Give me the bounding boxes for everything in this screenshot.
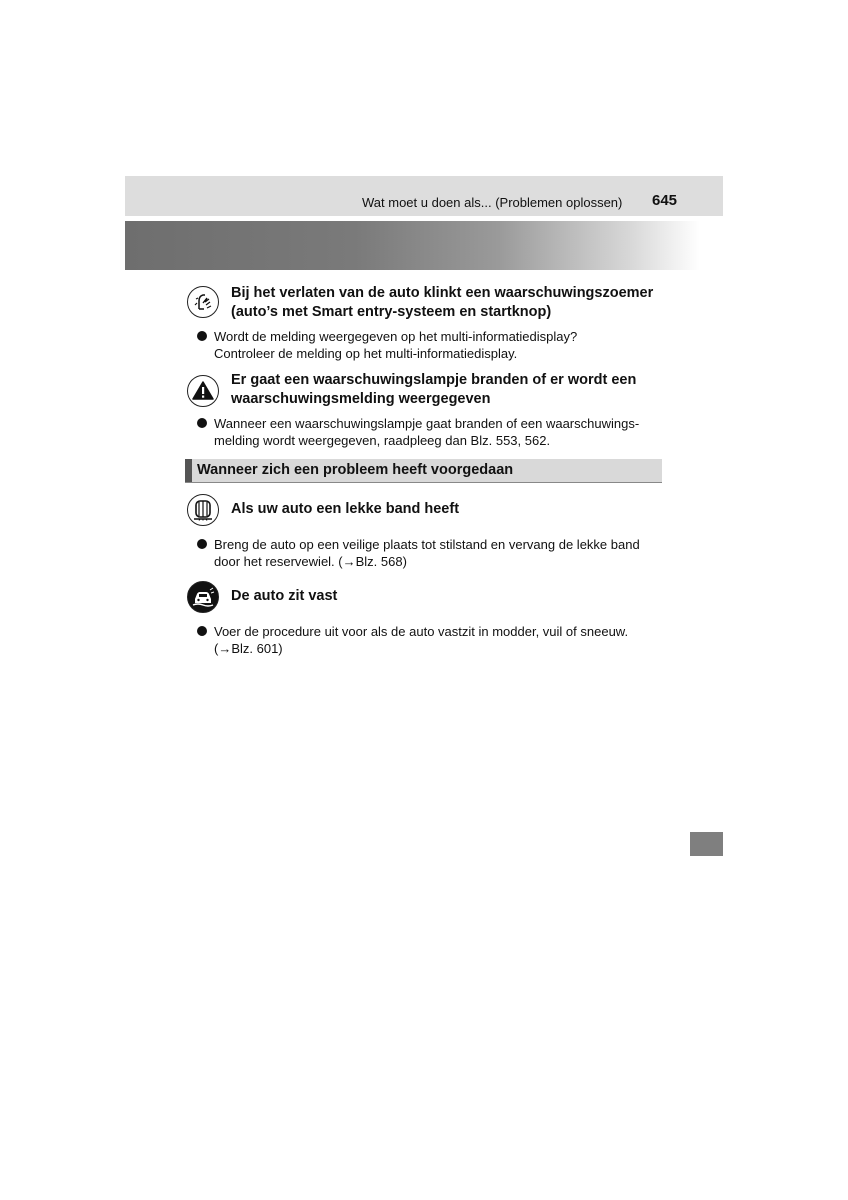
bullet-item: [197, 328, 657, 362]
section-bar: [185, 459, 662, 483]
chapter-gradient-bar: [125, 221, 700, 270]
bullet-line: Voer de procedure uit voor als de auto vastzit in modder, vuil of sneeuw.: [214, 624, 629, 639]
bullet-line: Breng de auto op een veilige plaats tot stilstand en vervang de lekke band: [214, 537, 640, 552]
bullet-dot-icon: [197, 331, 207, 341]
heading-line: waarschuwingsmelding weergegeven: [231, 391, 491, 407]
heading-stuck-car: De auto zit vast: [231, 588, 338, 604]
header-title: Wat moet u doen als... (Problemen oplossen): [362, 195, 623, 210]
heading-line: Er gaat een waarschuwingslampje branden of er wordt een: [231, 372, 637, 388]
tire-icon: [187, 494, 219, 526]
bullet-line: melding wordt weergegeven, raadpleeg dan Blz. 553, 562.: [214, 433, 551, 448]
bullet-line: door het reservewiel. (→Blz. 568): [214, 554, 407, 569]
bullet-dot-icon: [197, 539, 207, 549]
bullet-line: (→Blz. 601): [214, 641, 283, 656]
stuck-car-icon: [187, 581, 219, 613]
bullet-item: [197, 415, 657, 449]
heading-line: (auto’s met Smart entry-systeem en startknop): [231, 304, 552, 320]
heading-warning: [231, 371, 661, 409]
chapter-thumb-tab: [690, 832, 723, 856]
heading-flat-tire: Als uw auto een lekke band heeft: [231, 501, 460, 517]
warning-triangle-icon: [187, 375, 219, 407]
bullet-item: [197, 623, 657, 657]
bullet-item: [197, 536, 657, 570]
bullet-dot-icon: [197, 418, 207, 428]
heading-buzzer: [231, 284, 661, 322]
page-number: 645: [652, 192, 678, 209]
bullet-line: Wordt de melding weergegeven op het multi-informatiedisplay?: [214, 329, 578, 344]
bullet-line: Wanneer een waarschuwingslampje gaat branden of een waarschuwings-: [214, 416, 640, 431]
bullet-line: Controleer de melding op het multi-informatiedisplay.: [214, 346, 518, 361]
bullet-dot-icon: [197, 626, 207, 636]
buzzer-icon: [187, 286, 219, 318]
heading-line: Bij het verlaten van de auto klinkt een waarschuwingszoemer: [231, 285, 654, 301]
section-bar-label: Wanneer zich een probleem heeft voorgedaan: [197, 462, 514, 478]
section-bar-accent: [185, 459, 192, 482]
